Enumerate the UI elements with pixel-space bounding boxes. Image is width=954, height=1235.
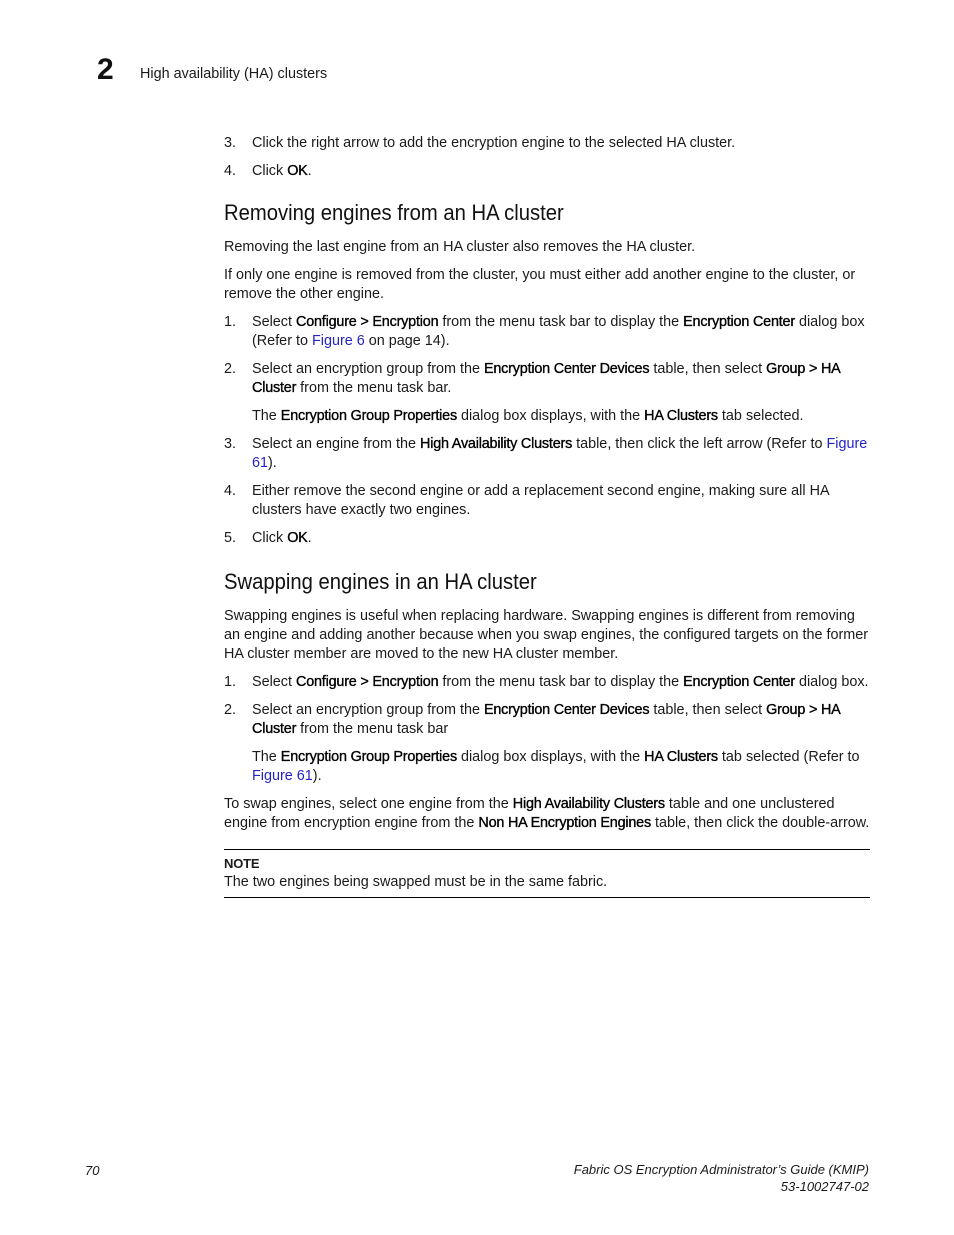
ui-term: High Availability Clusters	[512, 796, 665, 812]
step-number: 1.	[224, 674, 237, 690]
ui-term: Encryption Center Devices	[483, 702, 650, 718]
step-number: 2.	[224, 361, 237, 377]
step-result: The Encryption Group Properties dialog box displays, with the HA Clusters tab selected (Refer to Figure 61).	[252, 749, 860, 784]
figure-link[interactable]: Figure 61	[252, 768, 313, 784]
figure-link[interactable]: Figure 6	[311, 333, 365, 349]
ui-term: Configure > Encryption	[296, 674, 439, 690]
step-text: Either remove the second engine or add a replacement second engine, making sure all HA clusters have exactly two engines.	[252, 483, 829, 518]
step-text: Click the right arrow to add the encryption engine to the selected HA cluster.	[252, 135, 736, 151]
figure-link[interactable]: Figure 61	[252, 436, 868, 471]
step-number: 4.	[224, 483, 237, 499]
note-text: The two engines being swapped must be in the same fabric.	[224, 874, 608, 890]
list-item	[224, 701, 870, 739]
step-number: 3.	[224, 436, 237, 452]
note-box	[224, 849, 870, 898]
step-number: 2.	[224, 702, 237, 718]
ui-term: Encryption Center Devices	[483, 361, 650, 377]
step-number: 1.	[224, 314, 237, 330]
page-content	[224, 134, 870, 898]
step-number: 5.	[224, 530, 237, 546]
list-item	[224, 529, 870, 548]
ui-term: OK	[287, 163, 308, 179]
paragraph: If only one engine is removed from the cluster, you must either add another engine to the cluster, or remove the other engine.	[224, 267, 856, 302]
ui-term: HA Clusters	[644, 408, 718, 424]
list-item	[224, 673, 870, 692]
list-item	[224, 360, 870, 398]
list-item	[224, 313, 870, 351]
step-text: Select an engine from the High Availability Clusters table, then click the left arrow (Refer to Figure 61).	[252, 436, 868, 471]
note-label: NOTE	[224, 856, 260, 871]
step-number: 4.	[224, 163, 237, 179]
ui-term: HA Clusters	[644, 749, 718, 765]
ui-term: Encryption Group Properties	[280, 749, 457, 765]
section-heading-swapping: Swapping engines in an HA cluster	[224, 569, 537, 594]
page-number: 70	[85, 1163, 100, 1178]
ui-term: Encryption Group Properties	[280, 408, 457, 424]
list-item	[224, 134, 870, 153]
ui-term: Non HA Encryption Engines	[478, 815, 651, 831]
chapter-number: 2	[97, 53, 114, 86]
step-text: Click OK.	[252, 163, 312, 179]
paragraph: Removing the last engine from an HA cluster also removes the HA cluster.	[224, 239, 696, 255]
list-item	[224, 162, 870, 181]
step-text: Select an encryption group from the Encryption Center Devices table, then select Group > HA Cluster from the menu task bar	[252, 702, 840, 737]
section-heading-removing: Removing engines from an HA cluster	[224, 200, 564, 225]
running-head: High availability (HA) clusters	[140, 66, 328, 82]
step-number: 3.	[224, 135, 237, 151]
ui-term: Encryption Center	[683, 314, 795, 330]
step-text: Select an encryption group from the Encryption Center Devices table, then select Group > HA Cluster from the menu task bar.	[252, 361, 840, 396]
ui-term: OK	[287, 530, 308, 546]
footer-doc-number: 53-1002747-02	[780, 1179, 869, 1194]
step-result: The Encryption Group Properties dialog box displays, with the HA Clusters tab selected.	[252, 408, 804, 424]
ui-term: Configure > Encryption	[296, 314, 439, 330]
ui-term: High Availability Clusters	[420, 436, 573, 452]
paragraph: Swapping engines is useful when replacing hardware. Swapping engines is different from removing an engine and adding another because when you swap engines, the configured targets on the former HA cluster member are moved to the new HA cluster member.	[224, 608, 869, 662]
step-text: Select Configure > Encryption from the menu task bar to display the Encryption Center dialog box (Refer to Figure 6 on page 14).	[252, 314, 865, 349]
footer-doc-title: Fabric OS Encryption Administrator’s Guide (KMIP)	[573, 1162, 869, 1177]
paragraph: To swap engines, select one engine from the High Availability Clusters table and one unclustered engine from encryption engine from the Non HA Encryption Engines table, then click the double-arrow.	[224, 796, 870, 831]
step-text: Click OK.	[252, 530, 312, 546]
step-text: Select Configure > Encryption from the menu task bar to display the Encryption Center dialog box.	[252, 674, 869, 690]
ui-term: Encryption Center	[683, 674, 795, 690]
list-item	[224, 435, 870, 473]
ui-term: Group > HA Cluster	[252, 702, 840, 737]
list-item	[224, 482, 870, 520]
ui-term: Group > HA Cluster	[252, 361, 840, 396]
footer-doc-info	[574, 1161, 869, 1195]
